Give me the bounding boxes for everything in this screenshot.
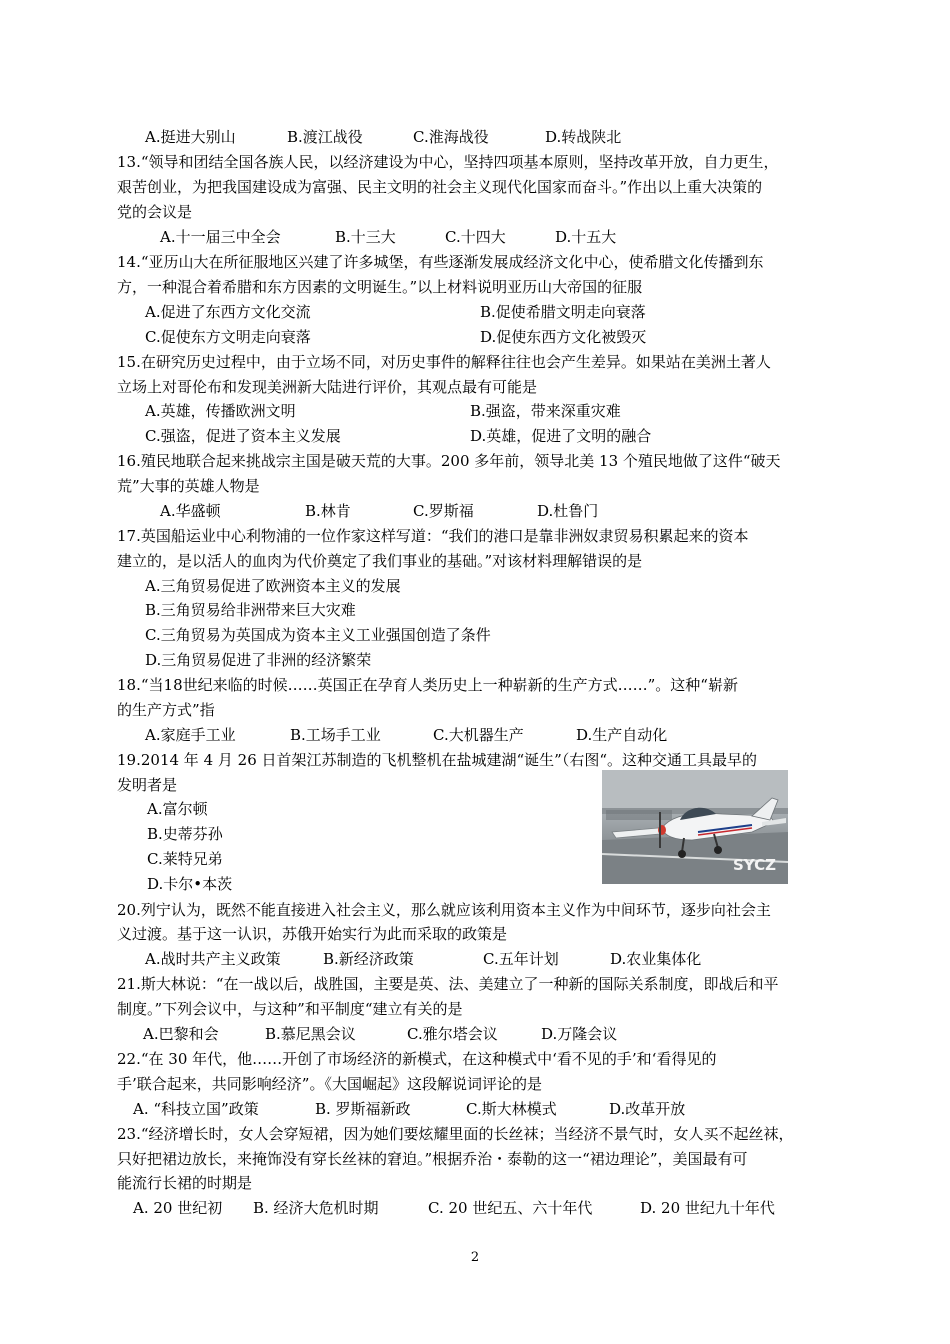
q19-option-b: B.史蒂芬孙 <box>147 825 223 843</box>
q23-option-b: B. 经济大危机时期 <box>253 1199 379 1217</box>
q21-option-c: C.雅尔塔会议 <box>407 1025 498 1043</box>
q13-option-a: A.十一届三中全会 <box>160 228 281 246</box>
q17-option-a: A.三角贸易促进了欧洲资本主义的发展 <box>145 577 401 595</box>
q12-option-a: A.挺进大别山 <box>145 128 236 146</box>
q16-option-a: A.华盛顿 <box>160 502 221 520</box>
q19-option-a: A.富尔顿 <box>147 800 208 818</box>
q16-option-c: C.罗斯福 <box>413 502 474 520</box>
q14-stem-line-1: 14.“亚历山大在所征服地区兴建了许多城堡，有些逐渐发展成经济文化中心，使希腊文化传播到东 <box>117 253 764 271</box>
q17-option-d: D.三角贸易促进了非洲的经济繁荣 <box>145 651 372 669</box>
q15-stem-line-2: 立场上对哥伦布和发现美洲新大陆进行评价，其观点最有可能是 <box>117 378 538 396</box>
q19-stem-line-1: 19.2014 年 4 月 26 日首架江苏制造的飞机整机在盐城建湖“诞生”（右图“。这种交通工具最早的 <box>117 751 758 769</box>
q21-stem-line-1: 21.斯大林说：“在一战以后，战胜国，主要是英、法、美建立了一种新的国际关系制度，即战后和平 <box>117 975 779 993</box>
page-number: 2 <box>470 1250 480 1265</box>
q21-stem-line-2: 制度。”下列会议中，与这种”和平制度“建立有关的是 <box>117 1000 463 1018</box>
q15-option-a: A.英雄，传播欧洲文明 <box>145 402 296 420</box>
q22-option-b: B. 罗斯福新政 <box>315 1100 411 1118</box>
q13-option-b: B.十三大 <box>335 228 396 246</box>
q19-option-d: D.卡尔•本茨 <box>147 875 233 893</box>
q20-option-d: D.农业集体化 <box>610 950 702 968</box>
q19-stem-line-2: 发明者是 <box>117 776 178 794</box>
q12-option-c: C.淮海战役 <box>413 128 489 146</box>
q20-stem-line-1: 20.列宁认为，既然不能直接进入社会主义，那么就应该利用资本主义作为中间环节，逐步向社会主 <box>117 901 771 919</box>
airplane-photo <box>602 770 788 884</box>
q23-stem-line-3: 能流行长裙的时期是 <box>117 1174 253 1192</box>
q17-option-c: C.三角贸易为英国成为资本主义工业强国创造了条件 <box>145 626 491 644</box>
q17-stem-line-2: 建立的，是以活人的血肉为代价奠定了我们事业的基础。”对该材料理解错误的是 <box>117 552 643 570</box>
q21-option-b: B.慕尼黑会议 <box>265 1025 356 1043</box>
photo-watermark: SYCZ <box>732 856 776 874</box>
q22-stem-line-1: 22.“在 30 年代，他……开创了市场经济的新模式，在这种模式中‘看不见的手’和‘看得见的 <box>117 1050 717 1068</box>
q13-stem-line-2: 艰苦创业，为把我国建设成为富强、民主文明的社会主义现代化国家而奋斗。”作出以上重大决策的 <box>117 178 763 196</box>
q18-stem-line-1: 18.“当18世纪来临的时候……英国正在孕育人类历史上一种崭新的生产方式……”。这种“崭新 <box>117 676 738 694</box>
q18-option-c: C.大机器生产 <box>433 726 524 744</box>
q13-option-d: D.十五大 <box>555 228 617 246</box>
q22-option-d: D.改革开放 <box>609 1100 686 1118</box>
q16-stem-line-2: 荒”大事的英雄人物是 <box>117 477 260 495</box>
q18-option-b: B.工场手工业 <box>290 726 381 744</box>
q18-option-d: D.生产自动化 <box>576 726 668 744</box>
q21-option-a: A.巴黎和会 <box>143 1025 219 1043</box>
q23-stem-line-1: 23.“经济增长时，女人会穿短裙，因为她们要炫耀里面的长丝袜；当经济不景气时，女人买不起丝袜， <box>117 1125 794 1143</box>
q23-option-d: D. 20 世纪九十年代 <box>640 1199 775 1217</box>
q22-option-c: C.斯大林模式 <box>466 1100 557 1118</box>
q23-option-a: A. 20 世纪初 <box>133 1199 223 1217</box>
q20-stem-line-2: 义过渡。基于这一认识，苏俄开始实行为此而采取的政策是 <box>117 925 508 943</box>
q22-option-a: A. “科技立国”政策 <box>133 1100 259 1118</box>
q13-stem-line-1: 13.“领导和团结全国各族人民，以经济建设为中心，坚持四项基本原则，坚持改革开放，自力更生， <box>117 153 779 171</box>
q20-option-c: C.五年计划 <box>483 950 559 968</box>
q15-option-c: C.强盗，促进了资本主义发展 <box>145 427 341 445</box>
q13-stem-line-3: 党的会议是 <box>117 203 193 221</box>
q14-option-c: C.促使东方文明走向衰落 <box>145 328 311 346</box>
q14-option-d: D.促使东西方文化被毁灭 <box>480 328 647 346</box>
q17-option-b: B.三角贸易给非洲带来巨大灾难 <box>145 601 356 619</box>
q15-stem-line-1: 15.在研究历史过程中，由于立场不同，对历史事件的解释往往也会产生差异。如果站在美洲土著人 <box>117 353 771 371</box>
q14-stem-line-2: 方，一种混合着希腊和东方因素的文明诞生。”以上材料说明亚历山大帝国的征服 <box>117 278 643 296</box>
q21-option-d: D.万隆会议 <box>541 1025 618 1043</box>
q14-option-b: B.促使希腊文明走向衰落 <box>480 303 646 321</box>
q20-option-a: A.战时共产主义政策 <box>145 950 281 968</box>
q22-stem-line-2: 手’联合起来，共同影响经济”。《大国崛起》这段解说词评论的是 <box>117 1075 542 1093</box>
q23-stem-line-2: 只好把裙边放长，来掩饰没有穿长丝袜的窘迫。”根据乔治・泰勒的这一“裙边理论”，美国最有可 <box>117 1150 748 1168</box>
q12-option-b: B.渡江战役 <box>287 128 363 146</box>
q16-option-b: B.林肯 <box>305 502 351 520</box>
q18-option-a: A.家庭手工业 <box>145 726 236 744</box>
q13-option-c: C.十四大 <box>445 228 506 246</box>
q18-stem-line-2: 的生产方式”指 <box>117 701 215 719</box>
q20-option-b: B.新经济政策 <box>323 950 414 968</box>
q17-stem-line-1: 17.英国船运业中心利物浦的一位作家这样写道：“我们的港口是靠非洲奴隶贸易积累起来的资本 <box>117 527 749 545</box>
q23-option-c: C. 20 世纪五、六十年代 <box>428 1199 593 1217</box>
q16-option-d: D.杜鲁门 <box>537 502 599 520</box>
q12-option-d: D.转战陕北 <box>545 128 622 146</box>
q16-stem-line-1: 16.殖民地联合起来挑战宗主国是破天荒的大事。200 多年前，领导北美 13 个殖民地做了这件“破天 <box>117 452 781 470</box>
q15-option-d: D.英雄，促进了文明的融合 <box>470 427 652 445</box>
q14-option-a: A.促进了东西方文化交流 <box>145 303 311 321</box>
q15-option-b: B.强盗，带来深重灾难 <box>470 402 621 420</box>
q19-option-c: C.莱特兄弟 <box>147 850 223 868</box>
